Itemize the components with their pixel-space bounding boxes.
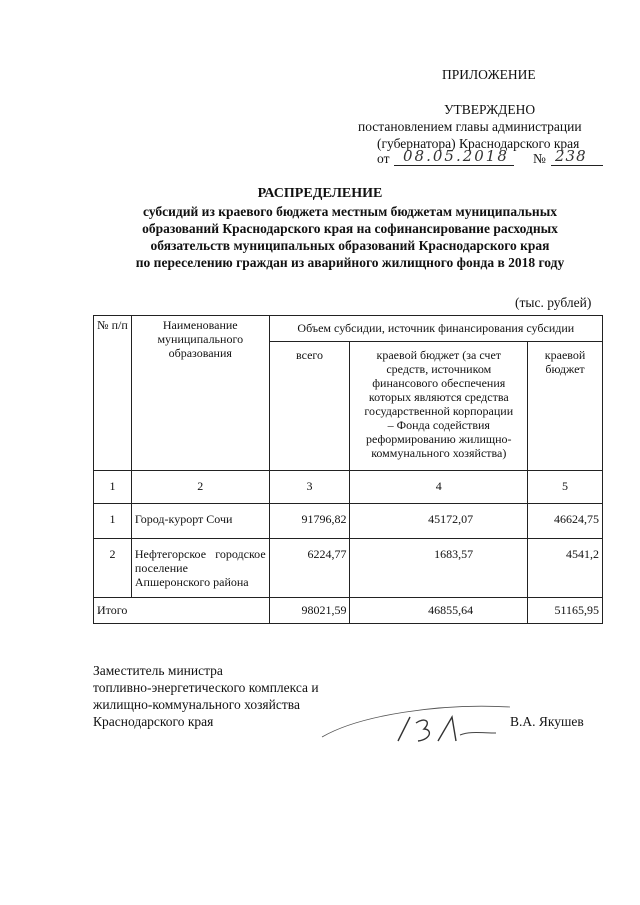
decree-line-2: (губернатора) Краснодарского края <box>377 136 580 151</box>
position-line-3: жилищно-коммунального хозяйства <box>93 697 300 712</box>
date-underline <box>394 165 514 166</box>
position-line-1: Заместитель министра <box>93 663 223 678</box>
position-line-2: топливно-энергетического комплекса и <box>93 680 319 695</box>
row-regional-fund: 45172,07 <box>350 504 528 539</box>
distribution-table <box>93 315 603 624</box>
header-regional: краевой бюджет <box>528 342 603 471</box>
signer-name: В.А. Якушев <box>510 714 584 729</box>
header-number: № п/п <box>94 316 132 471</box>
appendix-label: ПРИЛОЖЕНИЕ <box>442 67 536 82</box>
total-regional-fund: 46855,64 <box>350 598 528 624</box>
number-prefix: № <box>533 151 546 166</box>
signer-position <box>93 662 319 730</box>
row-number: 1 <box>94 504 132 539</box>
decree-date-line <box>377 147 605 170</box>
total-sum: 98021,59 <box>269 598 350 624</box>
approved-label: УТВЕРЖДЕНО <box>444 102 536 117</box>
header-total: всего <box>269 342 350 471</box>
total-row <box>94 598 603 624</box>
title-line-1: субсидий из краевого бюджета местным бюджетам муниципальных <box>143 204 557 219</box>
total-label: Итого <box>94 598 270 624</box>
row-regional: 4541,2 <box>528 539 603 598</box>
row-municipality: Город-курорт Сочи <box>131 504 269 539</box>
position-line-4: Краснодарского края <box>93 714 214 729</box>
col-number-5: 5 <box>528 471 603 504</box>
title-line-2: образований Краснодарского края на софинансирование расходных <box>142 221 558 236</box>
header-regional-fund: краевой бюджет (за счет средств, источником финансового обеспечения которых являются средства государственной корпорации – Фонда содействия реформированию жилищно-коммунального хозяйства) <box>350 342 528 471</box>
col-number-4: 4 <box>350 471 528 504</box>
row-number: 2 <box>94 539 132 598</box>
column-number-row <box>94 471 603 504</box>
total-regional: 51165,95 <box>528 598 603 624</box>
number-underline <box>551 165 603 166</box>
row-total: 91796,82 <box>269 504 350 539</box>
row-regional: 46624,75 <box>528 504 603 539</box>
col-number-3: 3 <box>269 471 350 504</box>
document-title: РАСПРЕДЕЛЕНИЕ <box>257 186 383 201</box>
title-line-4: по переселению граждан из аварийного жилищного фонда в 2018 году <box>135 255 565 270</box>
col-number-2: 2 <box>131 471 269 504</box>
header-municipality: Наименование муниципального образования <box>131 316 269 471</box>
table-row <box>94 504 603 539</box>
row-total: 6224,77 <box>269 539 350 598</box>
units-label: (тыс. рублей) <box>515 295 592 310</box>
decree-date: 08.05.2018 <box>403 147 509 165</box>
table-header-row-1 <box>94 316 603 342</box>
col-number-1: 1 <box>94 471 132 504</box>
row-regional-fund: 1683,57 <box>350 539 528 598</box>
title-line-3: обязательств муниципальных образований Краснодарского края <box>150 238 550 253</box>
row-municipality: Нефтегорское городское поселение Апшеронского района <box>131 539 269 598</box>
decree-number: 238 <box>555 147 587 165</box>
header-subsidy-volume: Объем субсидии, источник финансирования субсидии <box>269 316 602 342</box>
table-row <box>94 539 603 598</box>
signature-mark <box>320 695 520 755</box>
decree-line-1: постановлением главы администрации <box>358 119 582 134</box>
date-prefix: от <box>377 151 390 166</box>
